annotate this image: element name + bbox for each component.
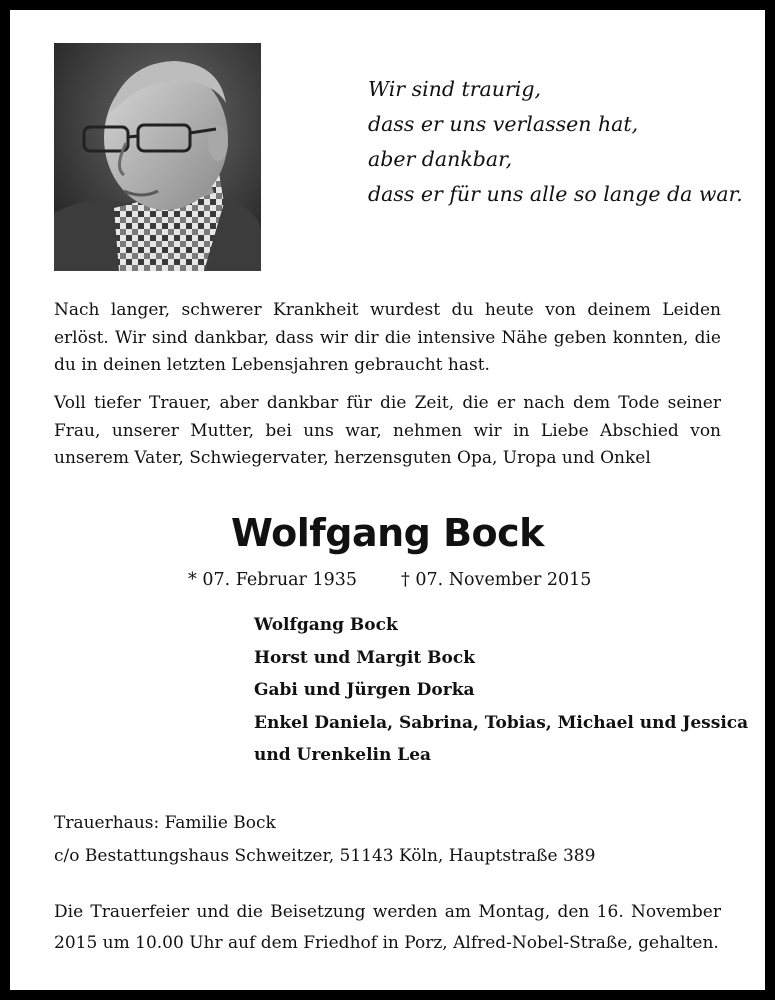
portrait-photo [54,43,261,271]
poem-line: aber dankbar, [368,147,513,171]
deceased-name: Wolfgang Bock [231,511,544,555]
death-date: † 07. November 2015 [401,570,592,590]
address-line: c/o Bestattungshaus Schweitzer, 51143 Köln, Hauptstraße 389 [54,845,596,866]
mourning-house-address [54,807,595,872]
poem-line: dass er uns verlassen hat, [368,112,639,136]
mourner-line: Horst und Margit Bock [254,647,475,668]
address-line: Trauerhaus: Familie Bock [54,813,276,833]
mourner-line: Wolfgang Bock [254,615,398,635]
mourners-list [254,609,748,772]
mourner-line: Gabi und Jürgen Dorka [254,680,475,700]
poem-line: dass er für uns alle so lange da war. [368,182,743,206]
body-paragraph-1: Nach langer, schwerer Krankheit wurdest du heute von deinem Leiden erlöst. Wir sind dankbar, dass wir dir die intensive Nähe geben konnten, die du in deinen letzten Lebensjahren gebraucht hast. [54,300,721,375]
poem-line: Wir sind traurig, [368,77,541,101]
body-paragraph-2: Voll tiefer Trauer, aber dankbar für die Zeit, die er nach dem Tode seiner Frau, unserer Mutter, bei uns war, nehmen wir in Liebe Abschied von unserem Vater, Schwiegervater, herzensguten Opa, Uropa und Onkel [54,393,721,468]
mourner-line: und Urenkelin Lea [254,745,432,765]
birth-date: * 07. Februar 1935 [188,570,357,590]
poem [368,72,743,212]
mourner-line: Enkel Daniela, Sabrina, Tobias, Michael und Jessica [254,712,749,733]
funeral-notice: Die Trauerfeier und die Beisetzung werden am Montag, den 16. November 2015 um 10.00 Uhr auf dem Friedhof in Porz, Alfred-Nobel-Straße, gehalten. [54,902,721,953]
